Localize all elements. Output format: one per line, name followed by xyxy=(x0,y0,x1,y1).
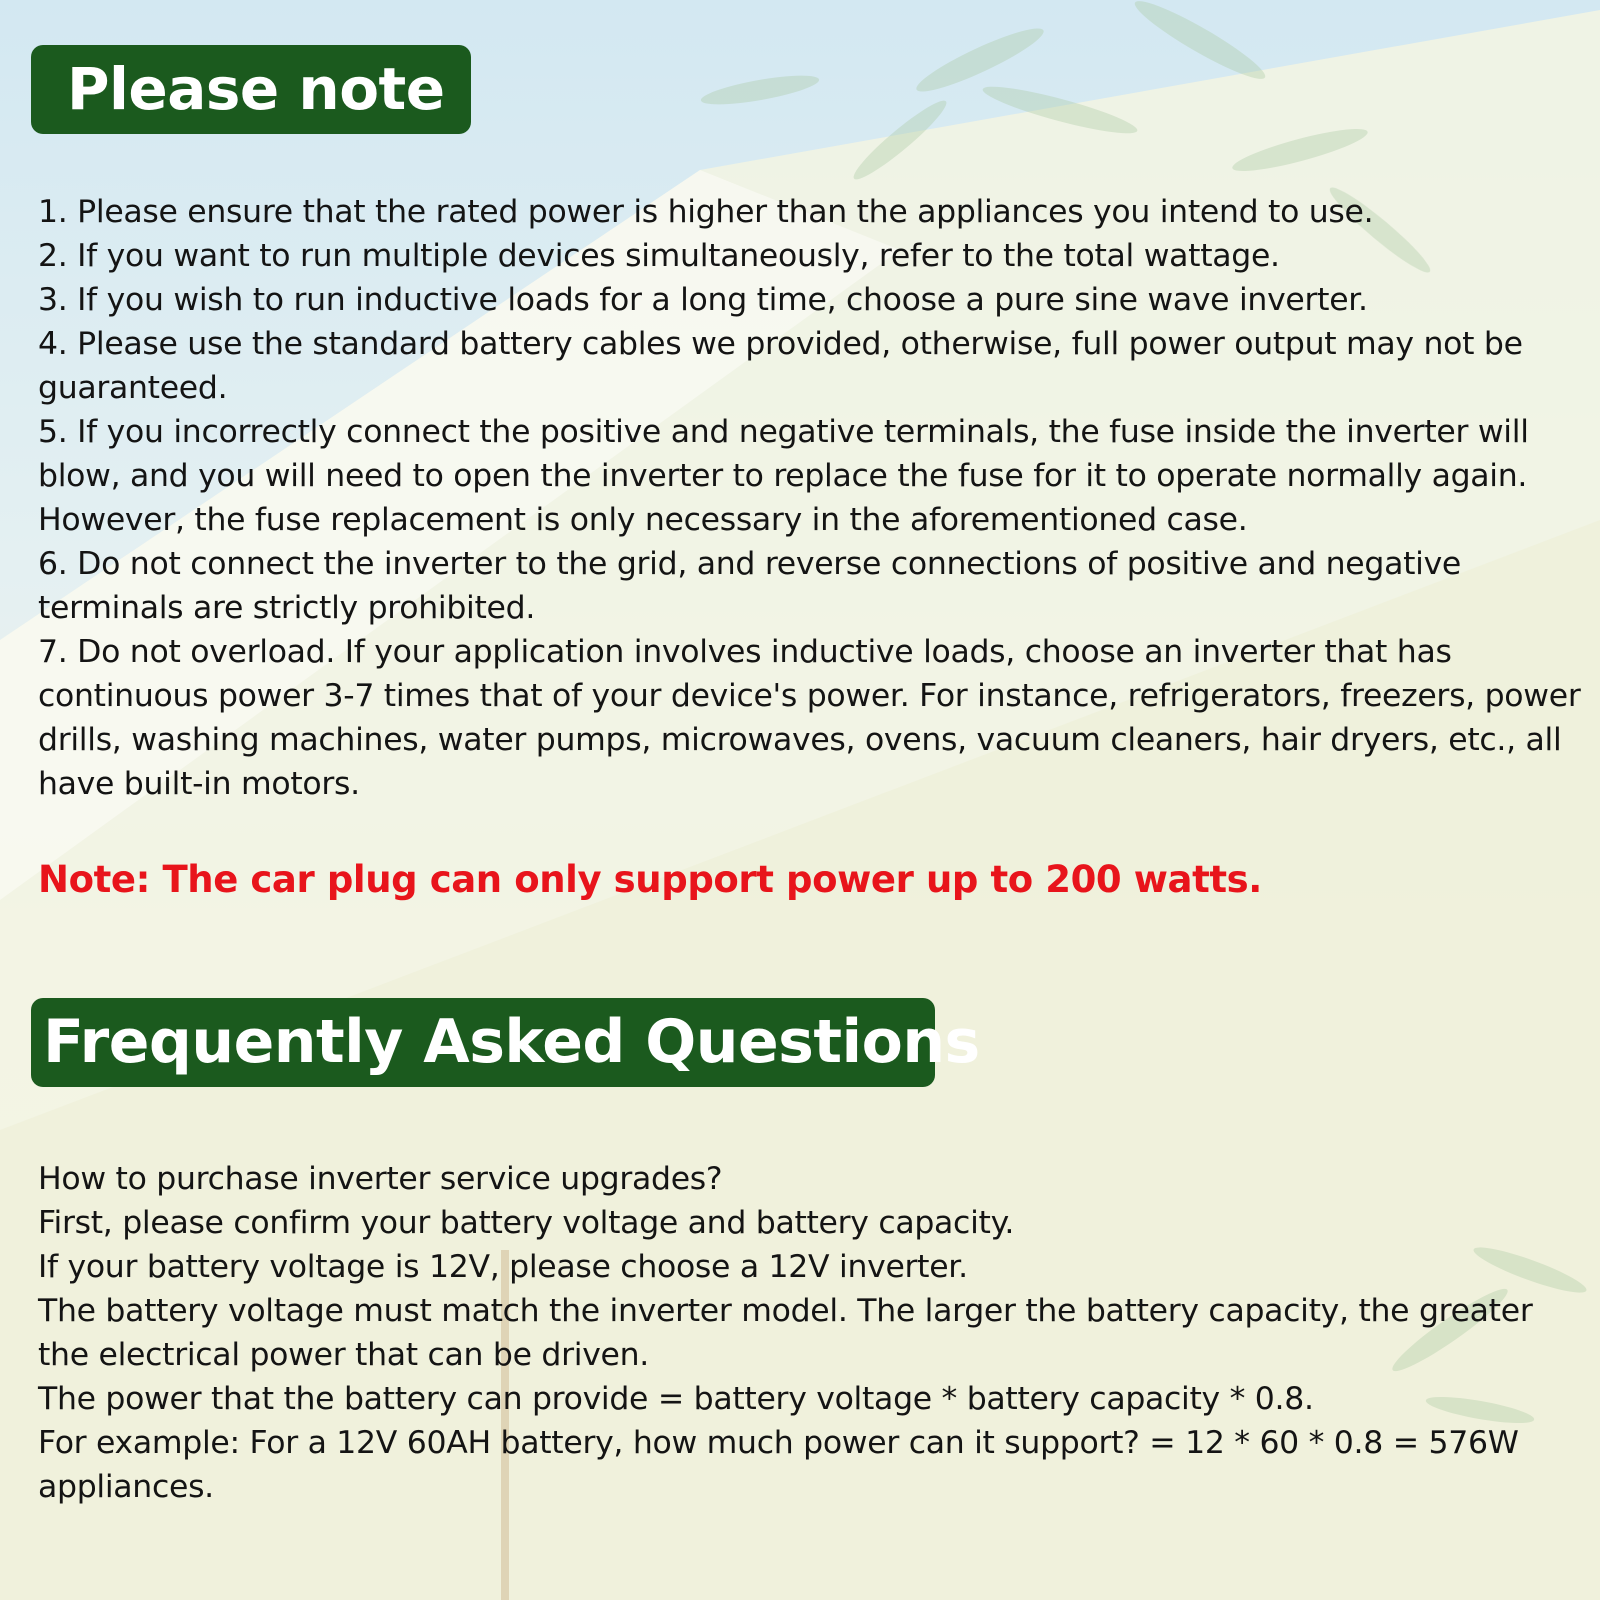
note-item-3: 3. If you wish to run inductive loads for a long time, choose a pure sine wave inverter. xyxy=(38,282,1368,318)
faq-line-2: If your battery voltage is 12V, please choose a 12V inverter. xyxy=(38,1249,968,1285)
faq-line-1: First, please confirm your battery voltage and battery capacity. xyxy=(38,1205,1015,1241)
please-note-heading: Please note xyxy=(31,45,471,134)
note-item-5: 5. If you incorrectly connect the positive and negative terminals, the fuse inside the inverter will blow, and you will need to open the inverter to replace the fuse for it to operate normally again. However, the fuse replacement is only necessary in the aforementioned case. xyxy=(38,414,1529,538)
note-item-7: 7. Do not overload. If your application involves inductive loads, choose an inverter that has continuous power 3-7 times that of your device's power. For instance, refrigerators, freezers, power drills, washing machines, water pumps, microwaves, ovens, vacuum cleaners, hair dryers, etc., all have built-in motors. xyxy=(38,634,1581,802)
note-item-6: 6. Do not connect the inverter to the grid, and reverse connections of positive and negative terminals are strictly prohibited. xyxy=(38,546,1462,626)
faq-heading: Frequently Asked Questions xyxy=(31,998,935,1087)
please-note-list xyxy=(38,190,1583,806)
note-item-1: 1. Please ensure that the rated power is higher than the appliances you intend to use. xyxy=(38,194,1374,230)
note-item-2: 2. If you want to run multiple devices simultaneously, refer to the total wattage. xyxy=(38,238,1280,274)
faq-example: For example: For a 12V 60AH battery, how much power can it support? = 12 * 60 * 0.8 = 576W appliances. xyxy=(38,1425,1519,1505)
car-plug-warning: Note: The car plug can only support power up to 200 watts. xyxy=(38,858,1262,901)
faq-question: How to purchase inverter service upgrades? xyxy=(38,1161,723,1197)
faq-content xyxy=(38,1157,1583,1509)
faq-formula: The power that the battery can provide = battery voltage * battery capacity * 0.8. xyxy=(38,1381,1314,1417)
note-item-4: 4. Please use the standard battery cables we provided, otherwise, full power output may not be guaranteed. xyxy=(38,326,1523,406)
faq-line-3: The battery voltage must match the inverter model. The larger the battery capacity, the greater the electrical power that can be driven. xyxy=(38,1293,1533,1373)
